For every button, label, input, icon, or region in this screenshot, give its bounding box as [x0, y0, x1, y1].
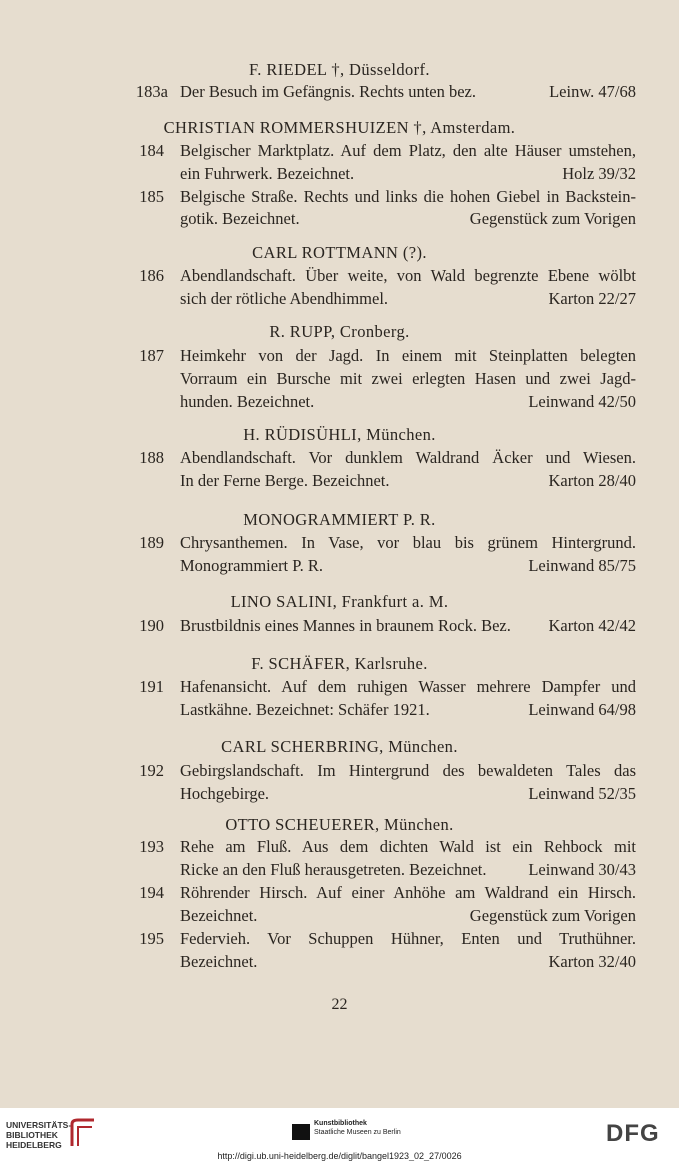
lot-number: 183a [135, 82, 168, 101]
lot-description-line: Abendlandschaft. Über weite, von Wald begrenzte Ebene wölbt [180, 266, 636, 285]
artist-heading-salini: LINO SALINI, Frankfurt a. M. [230, 592, 449, 611]
lot-description-text: hunden. Bezeichnet. [180, 392, 315, 411]
lot-number: 193 [139, 837, 164, 856]
university-library-logo-text: UNIVERSITÄTS- BIBLIOTHEK HEIDELBERG [6, 1120, 72, 1150]
lot-number: 187 [139, 346, 164, 365]
lot-format: Karton 22/27 [548, 289, 636, 308]
lot-format: Karton 28/40 [548, 471, 636, 490]
artist-heading-schaefer: F. SCHÄFER, Karlsruhe. [251, 654, 428, 673]
kunstbibliothek-emblem-icon [292, 1124, 310, 1140]
lot-format: Karton 42/42 [548, 616, 636, 635]
kunstbibliothek-subtitle: Staatliche Museen zu Berlin [314, 1128, 401, 1136]
university-library-logo [6, 1120, 72, 1150]
artist-heading-ruedisuehli: H. RÜDISÜHLI, München. [243, 425, 436, 444]
lot-number: 190 [139, 616, 164, 635]
lot-number: 185 [139, 187, 164, 206]
lot-description-line [180, 906, 636, 926]
lot-description-text: gotik. Bezeichnet. [180, 209, 300, 228]
lot-format: Leinwand 64/98 [528, 700, 636, 719]
lot-description-line: Heimkehr von der Jagd. In einem mit Steinplatten belegten [180, 346, 636, 365]
lot-format: Karton 32/40 [548, 952, 636, 971]
digitization-footer [0, 1108, 679, 1161]
library-emblem-icon [70, 1118, 96, 1148]
lot-number: 188 [139, 448, 164, 467]
lot-description-text: sich der rötliche Abendhimmel. [180, 289, 389, 308]
lot-format: Leinw. 47/68 [549, 82, 636, 101]
lot-description-line [180, 952, 636, 972]
lot-description-line: Rehe am Fluß. Aus dem dichten Wald ist ein Rehbock mit [180, 837, 636, 856]
lot-format: Leinwand 42/50 [528, 392, 636, 411]
lot-description-line: Gebirgslandschaft. Im Hintergrund des bewaldeten Tales das [180, 761, 636, 780]
lot-description-text: Der Besuch im Gefängnis. Rechts unten bez. [180, 82, 477, 101]
lot-description-text: Lastkähne. Bezeichnet: Schäfer 1921. [180, 700, 430, 719]
lot-format: Holz 39/32 [562, 164, 636, 183]
lot-description-text: Bezeichnet. [180, 906, 258, 925]
artist-heading-riedel: F. RIEDEL †, Düsseldorf. [249, 60, 430, 79]
artist-heading-rommershuizen: CHRISTIAN ROMMERSHUIZEN †, Amsterdam. [163, 118, 516, 137]
lot-description-text: Bezeichnet. [180, 952, 258, 971]
artist-heading-monogrammiert: MONOGRAMMIERT P. R. [243, 510, 436, 529]
lot-description-line [180, 860, 636, 880]
lot-description-text: ein Fuhrwerk. Bezeichnet. [180, 164, 355, 183]
lot-number: 184 [139, 141, 164, 160]
lot-description-line [180, 209, 636, 229]
lot-description-line [180, 784, 636, 804]
artist-heading-rupp: R. RUPP, Cronberg. [269, 322, 410, 341]
lot-number: 189 [139, 533, 164, 552]
lot-number: 194 [139, 883, 164, 902]
lot-number: 195 [139, 929, 164, 948]
lot-description-line [180, 392, 636, 412]
artist-heading-scherbring: CARL SCHERBRING, München. [221, 737, 458, 756]
page-number: 22 [331, 996, 348, 1013]
lot-description-line: Vorraum ein Bursche mit zwei erlegten Hasen und zwei Jagd- [180, 369, 636, 388]
lot-description-line [180, 289, 636, 309]
lot-description-line: Federvieh. Vor Schuppen Hühner, Enten und Truthühner. [180, 929, 636, 948]
lot-description-line [180, 700, 636, 720]
lot-description-line [180, 556, 636, 576]
lot-format: Leinwand 30/43 [528, 860, 636, 879]
lot-format: Gegenstück zum Vorigen [469, 906, 636, 925]
lot-description-line: Röhrender Hirsch. Auf einer Anhöhe am Waldrand ein Hirsch. [180, 883, 636, 902]
lot-description-line [180, 471, 636, 491]
kunstbibliothek-text [314, 1120, 401, 1137]
lot-format: Gegenstück zum Vorigen [469, 209, 636, 228]
lot-description-line: Belgische Straße. Rechts und links die hohen Giebel in Backstein- [180, 187, 636, 206]
lot-number: 191 [139, 677, 164, 696]
lot-description-line [180, 616, 636, 636]
lot-number: 186 [139, 266, 164, 285]
kunstbibliothek-name: Kunstbibliothek [314, 1120, 367, 1127]
lot-description-line: Chrysanthemen. In Vase, vor blau bis grünem Hintergrund. [180, 533, 636, 552]
lot-description-line: Belgischer Marktplatz. Auf dem Platz, den alte Häuser umstehen, [180, 141, 636, 160]
lot-description-line: Hafenansicht. Auf dem ruhigen Wasser mehrere Dampfer und [180, 677, 636, 696]
lot-description-text: Hochgebirge. [180, 784, 270, 803]
lot-description-text: In der Ferne Berge. Bezeichnet. [180, 471, 390, 490]
lot-format: Leinwand 52/35 [528, 784, 636, 803]
lot-description-text: Monogrammiert P. R. [180, 556, 323, 575]
lot-description-line [180, 82, 636, 102]
artist-heading-rottmann: CARL ROTTMANN (?). [252, 243, 427, 262]
lot-description-line: Abendlandschaft. Vor dunklem Waldrand Äcker und Wiesen. [180, 448, 636, 467]
dfg-logo: DFG [606, 1120, 660, 1147]
lot-description-text: Ricke an den Fluß herausgetreten. Bezeichnet. [180, 860, 487, 879]
source-url-link[interactable]: http://digi.ub.uni-heidelberg.de/diglit/bangel1923_02_27/0026 [217, 1151, 462, 1161]
artist-heading-scheuerer: OTTO SCHEUERER, München. [225, 815, 454, 834]
lot-number: 192 [139, 761, 164, 780]
lot-description-text: Brustbildnis eines Mannes in braunem Rock. Bez. [180, 616, 511, 635]
lot-format: Leinwand 85/75 [528, 556, 636, 575]
lot-description-line [180, 164, 636, 184]
